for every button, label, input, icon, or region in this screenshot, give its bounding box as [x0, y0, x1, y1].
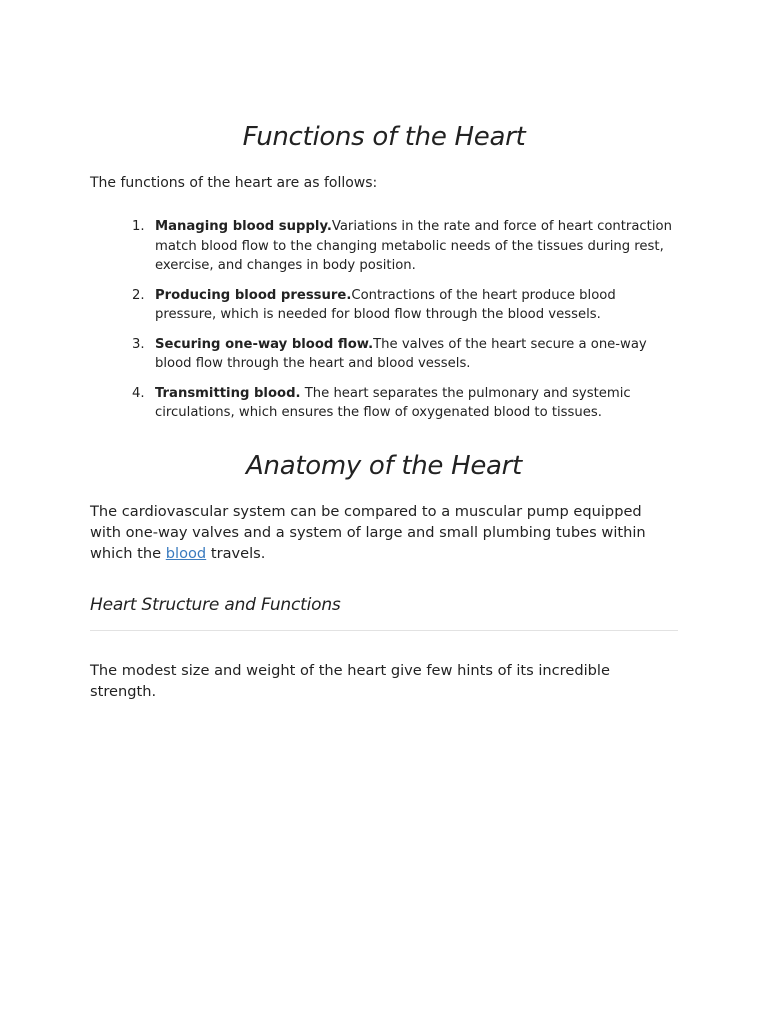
- list-item-number: 2.: [132, 287, 145, 303]
- list-item-text: Variations in the rate and force of heart contraction match blood flow to the changing metabolic needs of the tissues during rest, exercise, and changes in body position.: [155, 219, 672, 273]
- section-divider: [90, 630, 678, 631]
- functions-title: Functions of the Heart: [242, 122, 526, 152]
- anatomy-paragraph: [90, 501, 665, 564]
- anatomy-paragraph-end: travels.: [206, 545, 266, 562]
- list-item: [90, 384, 678, 423]
- list-item-bold: Producing blood pressure.: [155, 287, 352, 303]
- anatomy-title: Anatomy of the Heart: [246, 451, 522, 481]
- anatomy-paragraph-start: The cardiovascular system can be compared to a muscular pump equipped with one-way valves and a system of large and small plumbing tubes within which the: [90, 503, 646, 562]
- list-item: [90, 217, 678, 276]
- functions-list: [90, 217, 678, 433]
- list-item-text: The valves of the heart secure a one-way blood flow through the heart and blood vessels.: [155, 336, 647, 371]
- list-item-number: 4.: [132, 385, 145, 401]
- list-item: [90, 335, 678, 374]
- list-item-text: The heart separates the pulmonary and systemic circulations, which ensures the flow of oxygenated blood to tissues.: [155, 385, 631, 420]
- list-item-text: Contractions of the heart produce blood pressure, which is needed for blood flow through the blood vessels.: [155, 287, 616, 322]
- heart-structure-subheading: Heart Structure and Functions: [90, 595, 341, 615]
- list-item-bold: Transmitting blood.: [155, 385, 301, 401]
- blood-link[interactable]: blood: [165, 545, 207, 562]
- list-item: [90, 286, 678, 325]
- list-item-bold: Managing blood supply.: [155, 219, 332, 234]
- list-item-number: 3.: [132, 336, 145, 352]
- modest-size-paragraph: The modest size and weight of the heart give few hints of its incredible strength.: [90, 662, 610, 700]
- list-item-bold: Securing one-way blood flow.: [155, 336, 374, 352]
- functions-intro: The functions of the heart are as follows:: [90, 175, 378, 191]
- list-item-number: 1.: [132, 219, 145, 234]
